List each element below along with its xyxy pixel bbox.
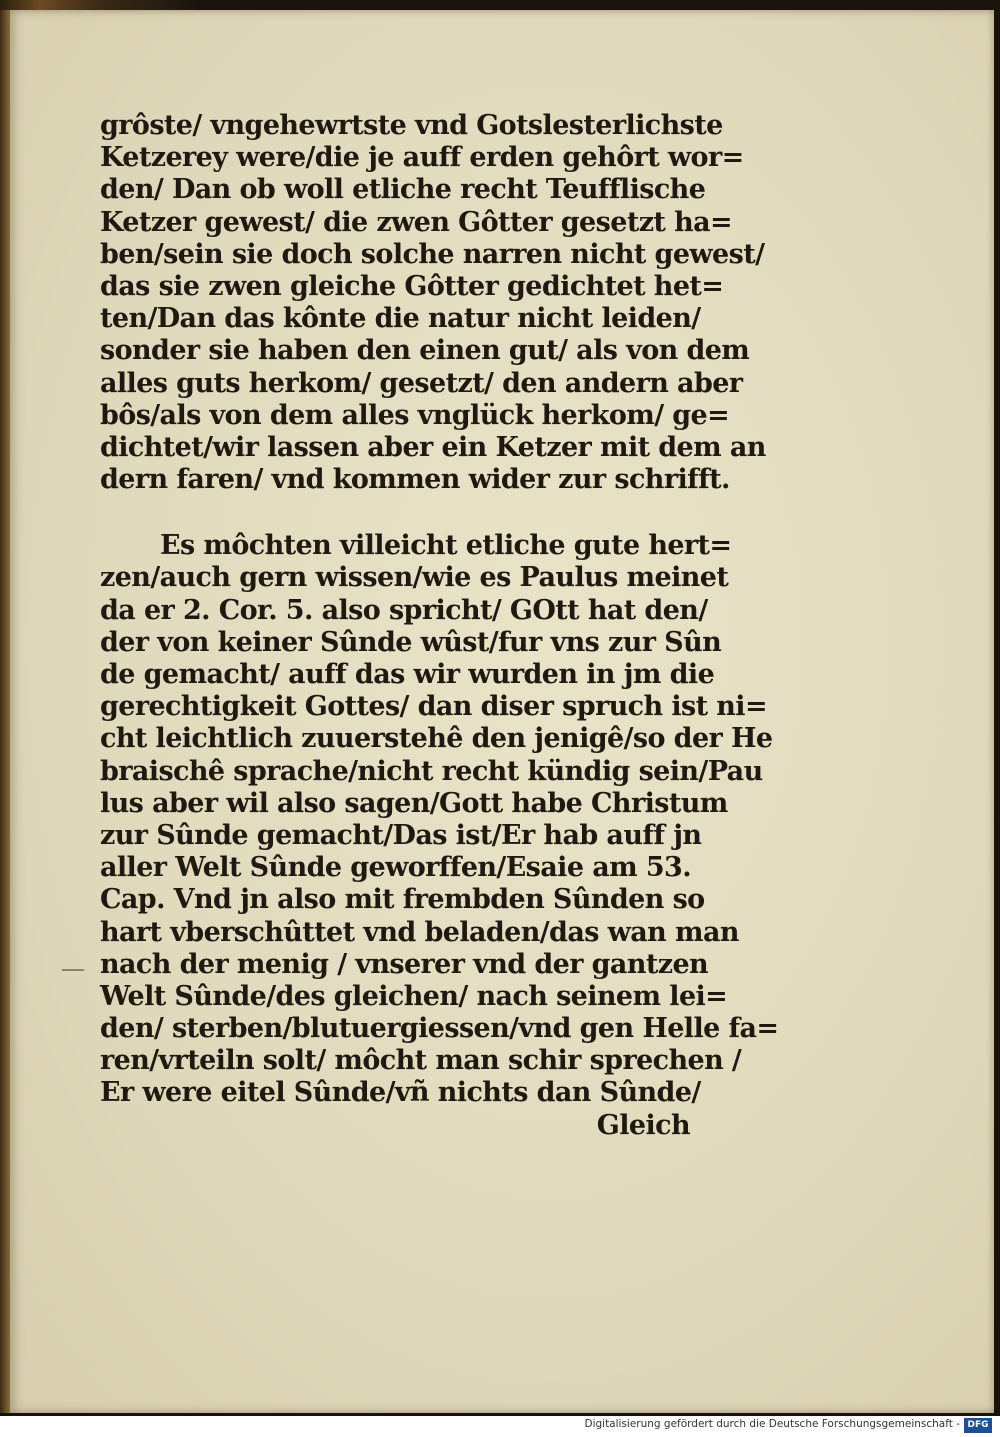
text-line: hart vberschûttet vnd beladen/das wan man xyxy=(100,916,739,948)
text-line: den/ sterben/blutuergiessen/vnd gen Helle fa= xyxy=(100,1013,779,1045)
text-line: Welt Sûnde/des gleichen/ nach seinem lei= xyxy=(100,980,728,1012)
text-line: lus aber wil also sagen/Gott habe Christum xyxy=(100,787,728,819)
book-edge-top xyxy=(0,0,1000,10)
text-line: da er 2. Cor. 5. also spricht/ GOtt hat den/ xyxy=(100,594,708,626)
text-line: cht leichtlich zuuerstehê den jenigê/so der He xyxy=(100,723,773,755)
margin-mark xyxy=(62,969,84,971)
text-line: alles guts herkom/ gesetzt/ den andern aber xyxy=(100,367,743,399)
dfg-logo: DFG xyxy=(964,1418,992,1433)
text-line: dichtet/wir lassen aber ein Ketzer mit dem an xyxy=(100,431,766,463)
paragraph-2 xyxy=(100,530,779,1109)
paragraph-gap xyxy=(100,496,690,530)
text-line: Ketzerey were/die je auff erden gehôrt wor= xyxy=(100,142,744,174)
text-line: braischê sprache/nicht recht kündig sein/Pau xyxy=(100,755,763,787)
text-line: ren/vrteiln solt/ môcht man schir sprechen / xyxy=(100,1045,742,1077)
text-line: de gemacht/ auff das wir wurden in jm die xyxy=(100,659,715,690)
text-line: grôste/ vngehewrtste vnd Gotslesterlichste xyxy=(100,110,723,141)
book-edge-left xyxy=(0,10,10,1413)
paragraph-1 xyxy=(100,110,766,496)
page-text xyxy=(100,110,779,1142)
text-line: zen/auch gern wissen/wie es Paulus meinet xyxy=(100,562,729,594)
text-line: das sie zwen gleiche Gôtter gedichtet het= xyxy=(100,270,724,302)
text-line: Ketzer gewest/ die zwen Gôtter gesetzt ha= xyxy=(100,206,733,238)
text-line: dern faren/ vnd kommen wider zur schrifft. xyxy=(100,464,730,496)
footer-credit: Digitalisierung gefördert durch die Deutsche Forschungsgemeinschaft - xyxy=(584,1418,960,1430)
text-line: Cap. Vnd jn also mit frembden Sûnden so xyxy=(100,884,705,916)
text-line: bôs/als von dem alles vnglück herkom/ ge= xyxy=(100,399,730,431)
text-line: nach der menig / vnserer vnd der gantzen xyxy=(100,948,709,980)
text-line: den/ Dan ob woll etliche recht Teufflische xyxy=(100,174,706,206)
text-line: Er were eitel Sûnde/vñ nichts dan Sûnde/ xyxy=(100,1077,701,1109)
text-line: zur Sûnde gemacht/Das ist/Er hab auff jn xyxy=(100,819,702,851)
text-line: ten/Dan das kônte die natur nicht leiden/ xyxy=(100,303,701,335)
text-line: gerechtigkeit Gottes/ dan diser spruch ist ni= xyxy=(100,691,767,723)
text-line: aller Welt Sûnde geworffen/Esaie am 53. xyxy=(100,852,692,884)
catchword: Gleich xyxy=(596,1109,690,1141)
text-line: ben/sein sie doch solche narren nicht gewest/ xyxy=(100,238,765,270)
text-line: sonder sie haben den einen gut/ als von dem xyxy=(100,335,750,367)
footer xyxy=(0,1416,1000,1437)
text-line: der von keiner Sûnde wûst/fur vns zur Sûn xyxy=(100,626,722,658)
text-line: Es môchten villeicht etliche gute hert= xyxy=(160,530,732,562)
